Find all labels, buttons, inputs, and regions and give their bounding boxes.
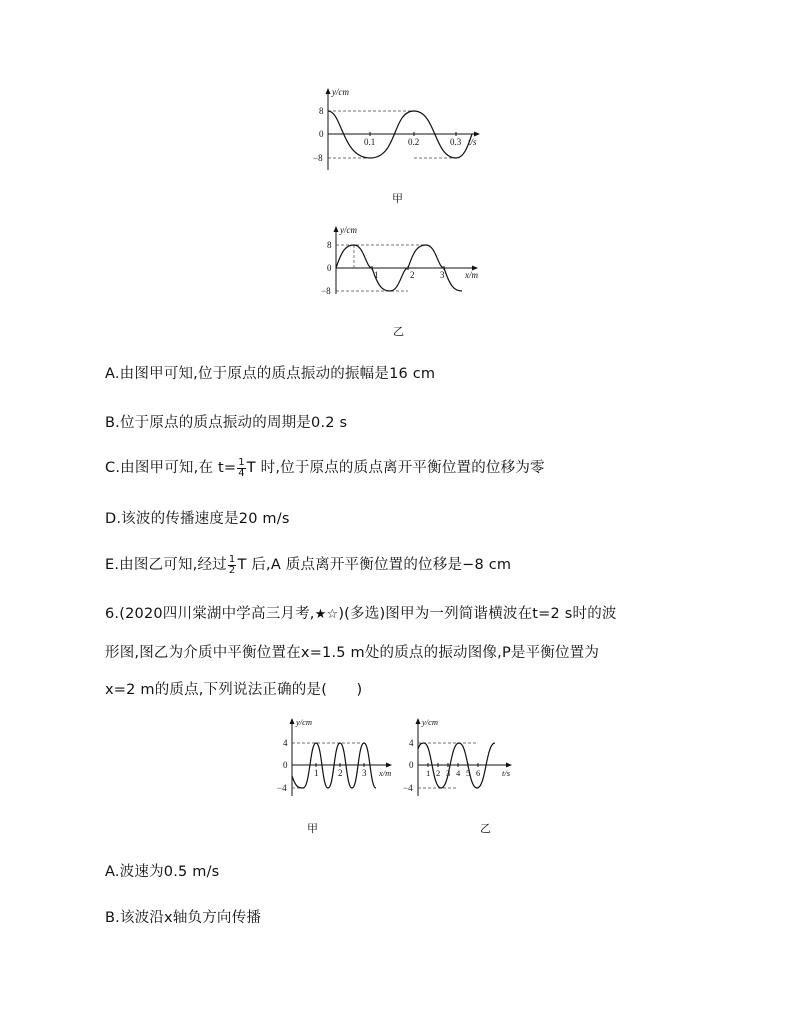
y-axis-arrow [334, 226, 339, 232]
x-tick-1: 1 [426, 768, 431, 778]
y-axis-label: y/cm [340, 225, 357, 235]
difficulty-stars: ★☆ [314, 607, 339, 622]
y-tick-0: 0 [319, 129, 324, 139]
option-q5-e [105, 553, 511, 576]
x-axis-label: t/s [502, 768, 511, 778]
option-q5-b: B.位于原点的质点振动的周期是0.2 s [105, 415, 348, 431]
option-q5-e-post: T 后,A 质点离开平衡位置的位移是−8 cm [237, 557, 512, 573]
option-q6-a: A.波速为0.5 m/s [105, 864, 220, 880]
graph-bottom-1-svg [272, 714, 402, 804]
x-tick-2: 2 [338, 768, 343, 778]
option-q5-a: A.由图甲可知,位于原点的质点振动的振幅是16 cm [105, 366, 436, 382]
caption-bottom-1: 甲 [307, 822, 318, 835]
x-axis-label: t/s [468, 137, 477, 147]
fraction-one-quarter [237, 458, 246, 479]
y-tick-8: 8 [327, 240, 332, 250]
graph-top-1-svg [308, 84, 508, 180]
y-axis-label: y/cm [422, 717, 439, 727]
y-tick-neg8: −8 [321, 286, 331, 296]
x-tick-0.1: 0.1 [364, 137, 376, 147]
caption-bottom-2: 乙 [480, 822, 491, 835]
x-tick-3: 3 [446, 768, 451, 778]
question-6-prefix: 6.(2020四川棠湖中学高三月考, [105, 606, 315, 622]
y-tick-0: 0 [409, 760, 414, 770]
x-axis-arrow [506, 763, 512, 768]
option-q5-c [105, 456, 545, 479]
option-q5-c-post: T 时,位于原点的质点离开平衡位置的位移为零 [246, 460, 545, 476]
question-6-line-3: x=2 m的质点,下列说法正确的是( ) [105, 682, 363, 698]
x-tick-1: 1 [374, 270, 379, 280]
y-tick-neg8: −8 [313, 153, 323, 163]
x-axis-arrow [386, 763, 392, 768]
x-tick-6: 6 [476, 768, 481, 778]
x-axis-label: x/m [465, 270, 478, 280]
x-tick-2: 2 [436, 768, 441, 778]
option-q5-e-pre: E.由图乙可知,经过 [105, 557, 227, 573]
y-axis-label: y/cm [296, 717, 313, 727]
x-axis-arrow [474, 132, 480, 137]
x-tick-3: 3 [362, 768, 367, 778]
x-tick-0.3: 0.3 [450, 137, 462, 147]
x-tick-5: 5 [466, 768, 471, 778]
question-6-suffix: )(多选)图甲为一列简谐横波在t=2 s时的波 [338, 606, 617, 622]
x-tick-4: 4 [456, 768, 461, 778]
y-axis-arrow [290, 718, 295, 724]
option-q6-b: B.该波沿x轴负方向传播 [105, 910, 262, 926]
x-axis-label: x/m [379, 768, 392, 778]
fraction-one-half [228, 555, 237, 576]
graph-top-2 [308, 222, 508, 302]
y-axis-arrow [326, 88, 331, 94]
option-q5-d: D.该波的传播速度是20 m/s [105, 511, 290, 527]
graph-bottom-2 [398, 714, 528, 804]
y-axis-arrow [416, 718, 421, 724]
y-tick-neg4: −4 [403, 783, 413, 793]
y-tick-neg4: −4 [277, 783, 287, 793]
x-tick-2: 2 [410, 270, 415, 280]
x-tick-1: 1 [314, 768, 319, 778]
graph-bottom-1 [272, 714, 402, 804]
y-tick-0: 0 [327, 263, 332, 273]
graph-top-1 [308, 84, 508, 180]
fraction-denominator: 4 [238, 467, 245, 479]
option-q5-c-pre: C.由图甲可知,在 t= [105, 460, 237, 476]
fraction-numerator: 1 [228, 553, 236, 565]
graph-bottom-2-svg [398, 714, 528, 804]
caption-top-1: 甲 [392, 192, 403, 205]
question-6-line-1 [105, 602, 617, 623]
caption-top-2: 乙 [393, 325, 404, 338]
fraction-denominator: 2 [228, 564, 236, 576]
question-6-line-2: 形图,图乙为介质中平衡位置在x=1.5 m处的质点的振动图像,P是平衡位置为 [105, 645, 600, 661]
y-tick-4: 4 [283, 738, 288, 748]
y-tick-4: 4 [409, 738, 414, 748]
y-axis-label: y/cm [332, 87, 349, 97]
y-tick-0: 0 [283, 760, 288, 770]
y-tick-8: 8 [319, 106, 324, 116]
x-tick-3: 3 [440, 270, 445, 280]
fraction-numerator: 1 [238, 456, 245, 468]
graph-top-2-svg [308, 222, 508, 302]
x-tick-0.2: 0.2 [408, 137, 420, 147]
